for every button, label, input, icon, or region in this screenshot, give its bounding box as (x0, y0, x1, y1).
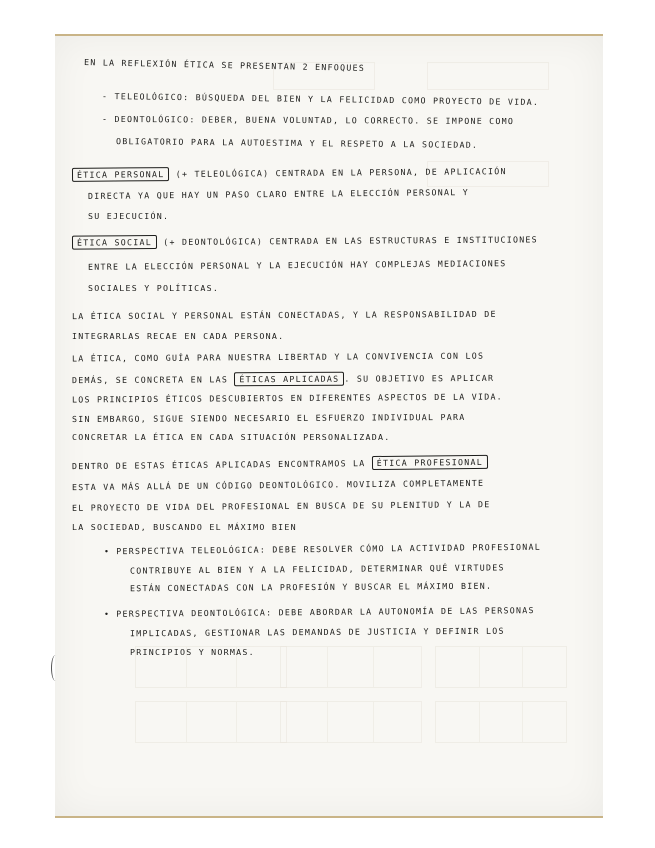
etica-social-line-2: ENTRE LA ELECCIÓN PERSONAL Y LA EJECUCIÓN HAY COMPLEJAS MEDIACIONES (87, 258, 507, 272)
dentro-text-1a: DENTRO DE ESTAS ÉTICAS APLICADAS ENCONTRAMOS LA (71, 458, 366, 472)
guia-line-3: LOS PRINCIPIOS ÉTICOS DESCUBIERTOS EN DIFERENTES ASPECTOS DE LA VIDA. (71, 391, 503, 405)
teleologico-line: - TELEOLÓGICO: BÚSQUEDA DEL BIEN Y LA FELICIDAD COMO PROYECTO DE VIDA. (101, 90, 540, 108)
bullet-deontologica-line-2: IMPLICADAS, GESTIONAR LAS DEMANDAS DE JUSTICIA Y DEFINIR LOS (129, 625, 505, 639)
guia-line-4: SIN EMBARGO, SIGUE SIENDO NECESARIO EL ESFUERZO INDIVIDUAL PARA (71, 411, 466, 425)
deontologico-line-2: OBLIGATORIO PARA LA AUTOESTIMA Y EL RESPETO A LA SOCIEDAD. (115, 136, 479, 150)
deontologico-line-1: - DEONTOLÓGICO: DEBER, BUENA VOLUNTAD, LO CORRECTO. SE IMPONE COMO (101, 113, 515, 127)
dentro-line-4: LA SOCIEDAD, BUSCANDO EL MÁXIMO BIEN (72, 522, 297, 532)
bullet-icon: • (103, 546, 111, 557)
guia-line-2 (72, 371, 494, 387)
guia-text-2b: . SU OBJETIVO ES APLICAR (344, 372, 495, 384)
etica-social-line-3: SOCIALES Y POLÍTICAS. (88, 283, 220, 293)
conectadas-line-1: LA ÉTICA SOCIAL Y PERSONAL ESTÁN CONECTADAS, Y LA RESPONSABILIDAD DE (71, 308, 497, 322)
etica-social-box: ÉTICA SOCIAL (72, 235, 157, 250)
bleed-through-grid (280, 646, 422, 688)
binder-ring-mark (51, 655, 60, 681)
bleed-through-grid (427, 62, 549, 90)
guia-line-5: CONCRETAR LA ÉTICA EN CADA SITUACIÓN PERSONALIZADA. (72, 432, 391, 442)
etica-personal-line-3: SU EJECUCIÓN. (88, 211, 170, 221)
bullet-deontologica-text-1: PERSPECTIVA DEONTOLÓGICA: DEBE ABORDAR LA AUTONOMÍA DE LAS PERSONAS (116, 605, 535, 619)
etica-social-text-1: (+ DEONTOLÓGICA) CENTRADA EN LAS ESTRUCTURAS E INSTITUCIONES (163, 234, 538, 247)
notebook-sheet (55, 34, 603, 818)
bullet-icon: • (103, 608, 111, 619)
bullet-teleologica-line-2: CONTRIBUYE AL BIEN Y A LA FELICIDAD, DETERMINAR QUÉ VIRTUDES (129, 562, 505, 576)
dentro-line-3: EL PROYECTO DE VIDA DEL PROFESIONAL EN BUSCA DE SU PLENITUD Y LA DE (71, 499, 491, 513)
etica-personal-text-1: (+ TELEOLÓGICA) CENTRADA EN LA PERSONA, DE APLICACIÓN (175, 166, 507, 179)
bleed-through-grid (435, 646, 567, 688)
eticas-aplicadas-box: ÉTICAS APLICADAS (234, 372, 344, 387)
bleed-through-grid (135, 701, 287, 743)
intro-line: EN LA REFLEXIÓN ÉTICA SE PRESENTAN 2 ENFOQUES (83, 57, 366, 73)
bullet-deontologica-line-3: PRINCIPIOS Y NORMAS. (130, 647, 255, 657)
bleed-through-grid (435, 701, 567, 743)
etica-personal-box: ÉTICA PERSONAL (72, 167, 170, 182)
dentro-line-2: ESTA VA MÁS ALLÁ DE UN CÓDIGO DEONTOLÓGICO. MOVILIZA COMPLETAMENTE (71, 477, 485, 493)
bullet-teleologica-line-3: ESTÁN CONECTADAS CON LA PROFESIÓN Y BUSCAR EL MÁXIMO BIEN. (129, 580, 493, 594)
conectadas-line-2: INTEGRARLAS RECAE EN CADA PERSONA. (72, 331, 285, 341)
etica-personal-line-2: DIRECTA YA QUE HAY UN PASO CLARO ENTRE LA ELECCIÓN PERSONAL Y (87, 187, 470, 201)
bullet-teleologica-text-1: PERSPECTIVA TELEOLÓGICA: DEBE RESOLVER CÓMO LA ACTIVIDAD PROFESIONAL (116, 541, 541, 557)
bleed-through-grid (280, 701, 422, 743)
guia-line-1: LA ÉTICA, COMO GUÍA PARA NUESTRA LIBERTAD Y LA CONVIVENCIA CON LOS (71, 350, 485, 364)
etica-profesional-box: ÉTICA PROFESIONAL (372, 455, 488, 470)
guia-text-2a: DEMÁS, SE CONCRETA EN LAS (71, 374, 229, 386)
